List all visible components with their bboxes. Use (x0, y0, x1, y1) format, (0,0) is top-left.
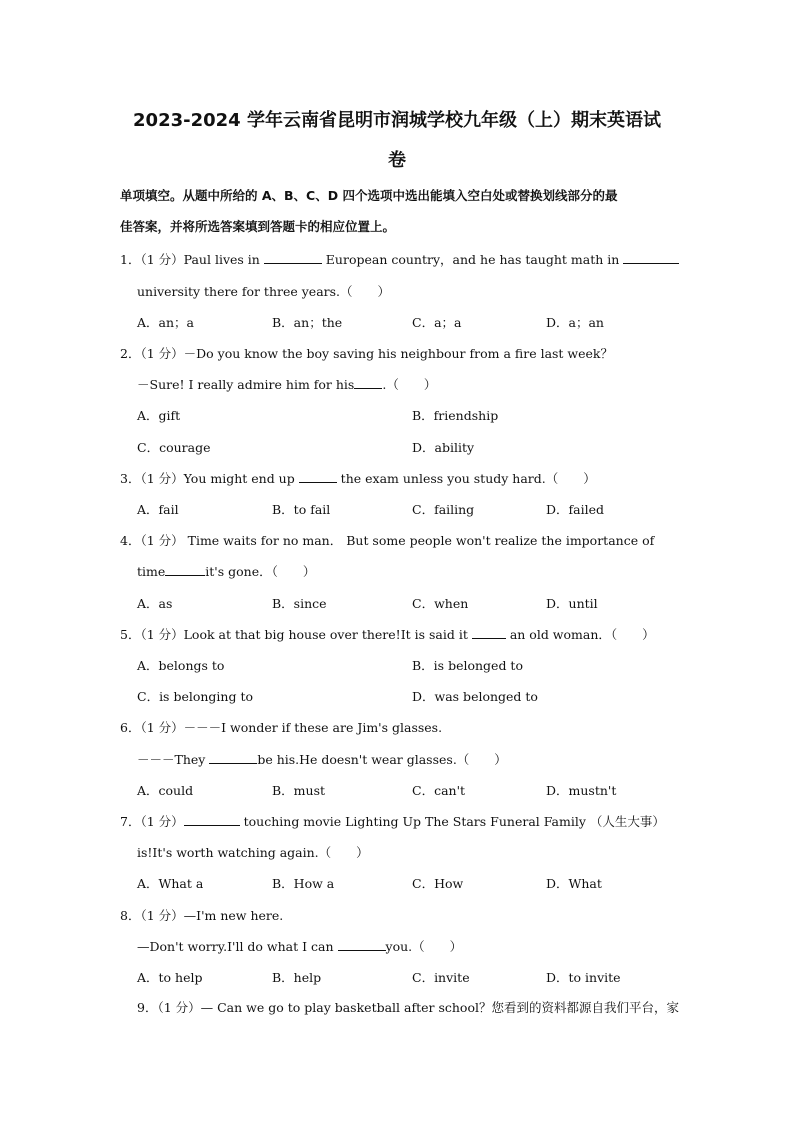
question-2-stem: 2．（1 分）－Do you know the boy saving his neighbour from a fire last week？ (120, 346, 613, 361)
answer-blank (165, 563, 205, 576)
question-3-stem: 3．（1 分）You might end up the exam unless you study hard.（ ） (120, 471, 596, 486)
question-5-option-d: D．was belonged to (412, 689, 538, 704)
question-7-option-a: A．What a (137, 876, 204, 891)
question-8-option-c: C．invite (412, 970, 470, 985)
question-7-option-d: D．What (546, 876, 602, 891)
answer-blank (623, 251, 679, 264)
question-4-continuation: time it's gone．（ ） (137, 564, 316, 579)
document-title-line2: 卷 (388, 150, 406, 171)
question-5-option-a: A．belongs to (137, 658, 225, 673)
question-4-stem: 4．（1 分） Time waits for no man． But some people won't realize the importance of (120, 533, 655, 548)
question-9-stem: 9．（1 分）— Can we go to play basketball after school？您看到的资料都源自我们平台，家 (137, 1000, 679, 1015)
question-2-option-c: C．courage (137, 440, 211, 455)
question-2-option-a: A．gift (137, 408, 181, 423)
question-1-option-a: A．an；a (137, 315, 194, 330)
question-6-stem: 6．（1 分）－－－I wonder if these are Jim's glasses. (120, 720, 443, 735)
question-2-continuation: －Sure! I really admire him for his .（ ） (137, 377, 437, 392)
question-1-option-c: C．a；a (412, 315, 462, 330)
question-8-stem: 8．（1 分）—I'm new here. (120, 908, 284, 923)
question-3-option-c: C．failing (412, 502, 475, 517)
document-title-line1: 2023-2024 学年云南省昆明市润城学校九年级（上）期末英语试 (133, 110, 661, 131)
question-3-option-a: A．fail (137, 502, 179, 517)
instructions-line1: 单项填空。从题中所给的 A、B、C、D 四个选项中选出能填入空白处或替换划线部分的最 (120, 188, 618, 203)
question-2-option-b: B．friendship (412, 408, 499, 423)
question-7-continuation: is!It's worth watching again.（ ） (137, 845, 369, 860)
question-1-stem: 1．（1 分）Paul lives in European country，and he has taught math in (120, 250, 679, 268)
answer-blank (264, 251, 322, 264)
question-4-option-b: B．since (272, 596, 327, 611)
question-8-continuation: —Don't worry.I'll do what I can you.（ ） (137, 939, 463, 954)
question-4-option-c: C．when (412, 596, 469, 611)
question-5-stem: 5．（1 分）Look at that big house over there!It is said it an old woman．（ ） (120, 627, 655, 642)
question-1-option-d: D．a；an (546, 315, 604, 330)
question-6-option-b: B．must (272, 783, 326, 798)
question-8-option-d: D．to invite (546, 970, 621, 985)
question-8-option-b: B．help (272, 970, 322, 985)
question-3-option-d: D．failed (546, 502, 604, 517)
answer-blank (354, 376, 382, 389)
question-1-option-b: B．an；the (272, 315, 343, 330)
question-5-option-c: C．is belonging to (137, 689, 253, 704)
question-6-option-c: C．can't (412, 783, 466, 798)
question-3-option-b: B．to fail (272, 502, 331, 517)
question-4-option-d: D．until (546, 596, 598, 611)
question-7-stem: 7．（1 分） touching movie Lighting Up The Stars Funeral Family （人生大事） (120, 814, 665, 829)
answer-blank (338, 938, 386, 951)
answer-blank (299, 470, 337, 483)
question-4-option-a: A．as (137, 596, 173, 611)
answer-blank (184, 813, 240, 826)
question-1-continuation: university there for three years.（ ） (137, 284, 391, 299)
question-8-option-a: A．to help (137, 970, 203, 985)
instructions-line2: 佳答案，并将所选答案填到答题卡的相应位置上。 (120, 219, 396, 234)
question-2-option-d: D．ability (412, 440, 475, 455)
answer-blank (209, 751, 257, 764)
question-7-option-b: B．How a (272, 876, 335, 891)
question-6-option-d: D．mustn't (546, 783, 617, 798)
question-6-continuation: －－－They be his.He doesn't wear glasses.（ ） (137, 752, 507, 767)
question-7-option-c: C．How (412, 876, 464, 891)
answer-blank (472, 626, 506, 639)
question-6-option-a: A．could (137, 783, 194, 798)
question-5-option-b: B．is belonged to (412, 658, 523, 673)
